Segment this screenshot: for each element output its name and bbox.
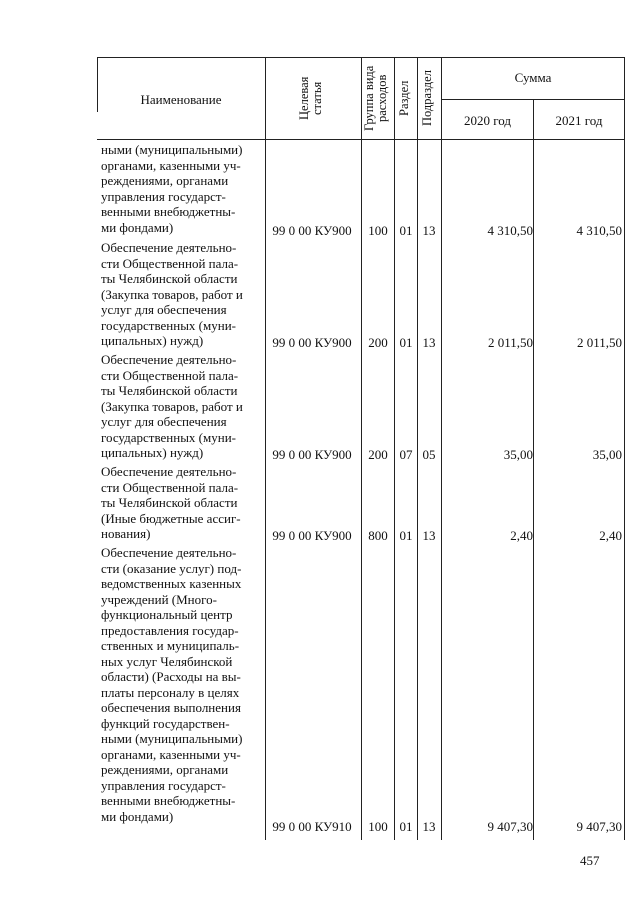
table-right-border	[624, 57, 625, 840]
row-1-2020: 4 310,50	[487, 223, 533, 238]
header-expense-group: Группа вида расходов	[362, 65, 389, 131]
page-number: 457	[580, 853, 600, 868]
row-4-subsection: 13	[422, 528, 436, 543]
row-4-section: 01	[399, 528, 413, 543]
header-target-article: Целевая статья	[297, 76, 324, 120]
header-name: Наименование	[140, 92, 222, 107]
row-5-2020: 9 407,30	[487, 819, 533, 834]
row-3-subsection: 05	[422, 447, 436, 462]
row-4-name: Обеспечение деятельно- сти Общественной пала- ты Челябинской области (Иные бюджетные ассиг- нования)	[101, 464, 241, 541]
row-2-2021: 2 011,50	[576, 335, 622, 350]
row-2-2020: 2 011,50	[487, 335, 533, 350]
col-divider-year	[533, 99, 534, 840]
row-5-group: 100	[368, 819, 388, 834]
row-3-2020: 35,00	[503, 447, 533, 462]
row-4-group: 800	[368, 528, 388, 543]
row-5-subsection: 13	[422, 819, 436, 834]
row-2-group: 200	[368, 335, 388, 350]
header-section: Раздел	[397, 80, 411, 116]
row-3-group: 200	[368, 447, 388, 462]
row-3-section: 07	[399, 447, 413, 462]
row-1-section: 01	[399, 223, 413, 238]
row-1-2021: 4 310,50	[576, 223, 622, 238]
row-4-2020: 2,40	[510, 528, 533, 543]
row-2-section: 01	[399, 335, 413, 350]
row-3-code: 99 0 00 КУ900	[272, 447, 352, 462]
row-4-code: 99 0 00 КУ900	[272, 528, 352, 543]
row-5-name: Обеспечение деятельно- сти (оказание услуг) под- ведомственных казенных учреждений (Много- функциональный центр предоставления государ- ственных и муниципаль- ных услуг Челябинской области) (Расходы на вы- платы персоналу в целях обеспечения выполнения функций государствен- ными (муниципальными) органами, казенными уч- реждениями, органами управления государст- венными внебюджетны- ми фондами)	[101, 545, 243, 824]
row-3-name: Обеспечение деятельно- сти Общественной пала- ты Челябинской области (Закупка товаров, работ и услуг для обеспечения государственных (муни- ципальных) нужд)	[101, 352, 243, 460]
row-5-code: 99 0 00 КУ910	[272, 819, 352, 834]
row-4-2021: 2,40	[599, 528, 622, 543]
row-3-2021: 35,00	[592, 447, 622, 462]
row-1-group: 100	[368, 223, 388, 238]
row-1-name: ными (муниципальными) органами, казенными уч- реждениями, органами управления государст- венными внебюджетны- ми фондами)	[101, 142, 243, 235]
row-5-section: 01	[399, 819, 413, 834]
header-sum: Сумма	[514, 70, 552, 85]
header-year-2020: 2020 год	[464, 113, 511, 128]
header-subsection: Подраздел	[420, 70, 434, 126]
row-2-name: Обеспечение деятельно- сти Общественной пала- ты Челябинской области (Закупка товаров, работ и услуг для обеспечения государственных (муни- ципальных) нужд)	[101, 240, 243, 348]
row-5-2021: 9 407,30	[576, 819, 622, 834]
header-year-2021: 2021 год	[555, 113, 603, 128]
row-1-code: 99 0 00 КУ900	[272, 223, 352, 238]
row-1-subsection: 13	[422, 223, 436, 238]
row-2-code: 99 0 00 КУ900	[272, 335, 352, 350]
row-2-subsection: 13	[422, 335, 436, 350]
col-divider-subsection	[441, 57, 442, 840]
